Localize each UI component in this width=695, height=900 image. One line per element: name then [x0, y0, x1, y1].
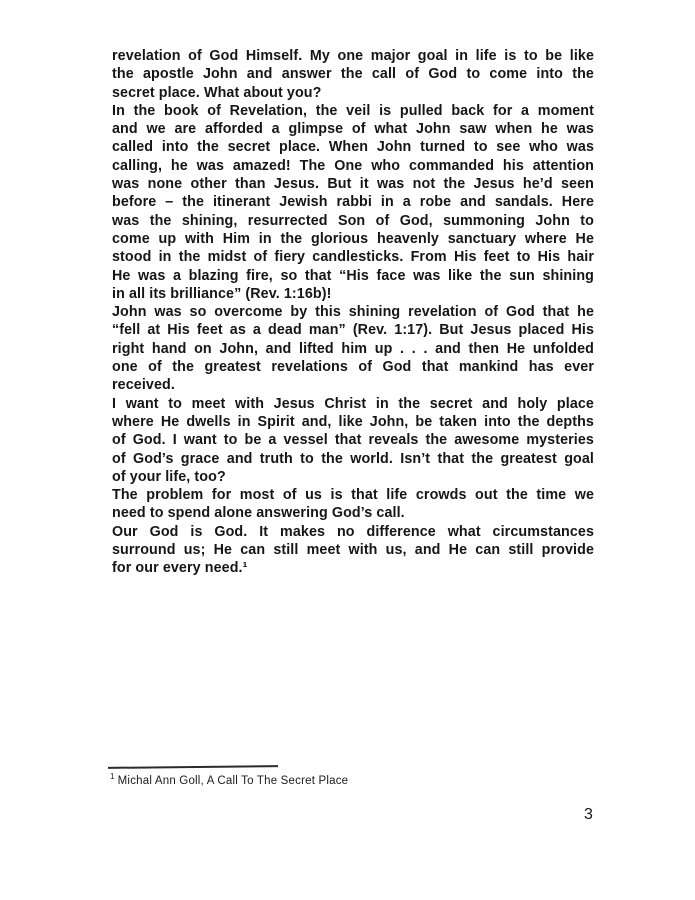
footnote-marker: 1 [110, 772, 115, 781]
body-text-block [112, 47, 594, 578]
footnote-separator [108, 765, 278, 769]
text-line: The problem for most of us is that life crowds out the time we [112, 487, 594, 504]
text-line: was none other than Jesus. But it was not the Jesus he’d seen [112, 176, 594, 193]
text-line: stood in the midst of fiery candlesticks. From His feet to His hair [112, 249, 594, 266]
text-line: for our every need.¹ [112, 560, 248, 577]
text-line: He was a blazing fire, so that “His face was like the sun shining [112, 267, 594, 284]
text-line: come up with Him in the glorious heavenly sanctuary where He [112, 230, 594, 247]
text-line: of your life, too? [112, 468, 226, 485]
text-line: of God. I want to be a vessel that reveals the awesome mysteries [112, 432, 594, 449]
page-number: 3 [584, 806, 593, 823]
text-line: before – the itinerant Jewish rabbi in a robe and sandals. Here [112, 194, 594, 211]
text-line: one of the greatest revelations of God that mankind has ever [112, 359, 594, 376]
footnote-text: Michal Ann Goll, A Call To The Secret Place [117, 774, 349, 787]
text-line: I want to meet with Jesus Christ in the secret and holy place [112, 395, 594, 412]
text-line: where He dwells in Spirit and, like John, be taken into the depths [112, 413, 594, 430]
text-line: and we are afforded a glimpse of what John saw when he was [112, 121, 594, 138]
text-line: called into the secret place. When John turned to see who was [112, 139, 594, 156]
text-line: the apostle John and answer the call of God to come into the [112, 66, 594, 83]
footnote [110, 772, 348, 787]
text-line: of God’s grace and truth to the world. Isn’t that the greatest goal [112, 450, 594, 467]
text-line: surround us; He can still meet with us, and He can still provide [112, 542, 594, 559]
text-line: right hand on John, and lifted him up . . . and then He unfolded [112, 340, 594, 357]
text-line: In the book of Revelation, the veil is pulled back for a moment [112, 102, 594, 119]
text-line: “fell at His feet as a dead man” (Rev. 1:17). But Jesus placed His [112, 322, 594, 339]
text-line: secret place. What about you? [112, 84, 322, 101]
text-line: revelation of God Himself. My one major goal in life is to be like [112, 48, 594, 64]
text-line: in all its brilliance” (Rev. 1:16b)! [112, 285, 332, 302]
text-line: received. [112, 377, 175, 394]
text-line: was the shining, resurrected Son of God, summoning John to [112, 212, 594, 229]
text-line: need to spend alone answering God’s call. [112, 505, 405, 522]
text-line: John was so overcome by this shining revelation of God that he [112, 304, 594, 321]
text-line: Our God is God. It makes no difference what circumstances [112, 523, 594, 540]
text-line: calling, he was amazed! The One who commanded his attention [112, 157, 594, 174]
